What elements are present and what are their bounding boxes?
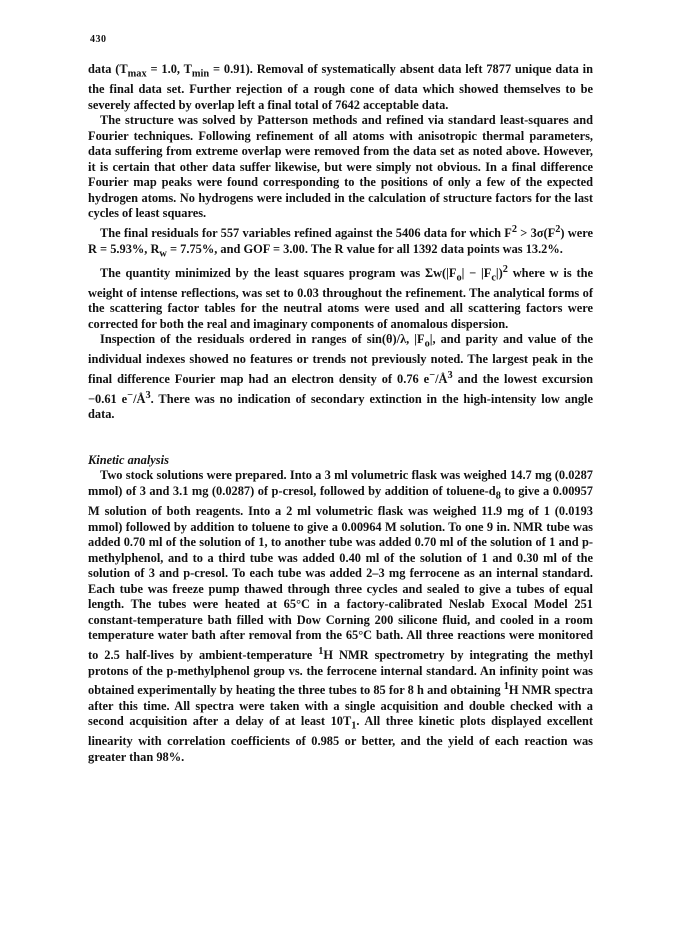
- body-text: [88, 62, 593, 765]
- paragraph: Inspection of the residuals ordered in ranges of sin(θ)/λ, $|F_o|$, and parity and value of the individual indexes showed no features or trends not previously noted. The largest peak in the final difference Fourier map had an electron density of 0.76 $e^-/Å^3$ and the lowest excursion −0.61 $e^-/Å^3$. There was no indication of secondary extinction in the high-intensity low angle data.: [88, 332, 594, 422]
- paragraph: Two stock solutions were prepared. Into a 3 ml volumetric flask was weighed 14.7 mg (0.0287 mmol) of 3 and 3.1 mg (0.0287) of p-cresol, followed by addition of toluene-$d_8$ to give a 0.00957 M solution of both reagents. Into a 2 ml volumetric flask was weighed 11.9 mg of 1 (0.0193 mmol) followed by addition to toluene to give a 0.00964 M solution. To one 9 in. NMR tube was added 0.70 ml of the solution of 1, to another tube was added 0.70 ml of the solution of 1 and p-methylphenol, and to a third tube was added 0.40 ml of the solution of 1 and 0.30 ml of the solution of 3 and p-cresol. To each tube was added 2–3 mg ferrocene as an internal standard. Each tube was freeze pump thawed through three cycles and sealed to give a tubes of equal length. The tubes were heated at 65°C in a factory-calibrated Neslab Exocal Model 251 constant-temperature bath filled with Dow Corning 200 silicone fluid, and cooled in a room temperature water bath after removal from the 65°C bath. All three reactions were monitored to 2.5 half-lives by ambient-temperature $^1$H NMR spectrometry by integrating the methyl protons of the p-methylphenol group vs. the ferrocene internal standard. An infinity point was obtained experimentally by heating the three tubes to 85 for 8 h and obtaining $^1$H NMR spectra after this time. All spectra were taken with a single acquisition and double checked with a second acquisition after a delay of at least $10T_1$. All three kinetic plots displayed excellent linearity with correlation coefficients of 0.985 or better, and the yield of each reaction was greater than 98%.: [88, 468, 593, 764]
- paragraph: The final residuals for 557 variables refined against the 5406 data for which $F^2 > 3\sigma(F^2)$ were R = 5.93%, $R_w = 7.75\%$, and GOF = 3.00. The R value for all 1392 data points was 13.2%.: [88, 223, 593, 260]
- section-heading: Kinetic analysis: [88, 452, 169, 467]
- paragraph: The structure was solved by Patterson methods and refined via standard least-squares and Fourier techniques. Following refinement of all atoms with anisotropic thermal parameters, data suffering from extreme overlap were removed from the data set as noted above. However, it is certain that other data suffer likewise, but were simply not obvious. In a final difference Fourier map peaks were found corresponding to the positions of only a few of the expected hydrogen atoms. No hydrogens were included in the calculation of structure factors for the last cycles of least squares.: [88, 113, 593, 221]
- paragraph: data ($T_{max} = 1.0$, $T_{min} = 0.91$). Removal of systematically absent data left 7877 unique data in the final data set. Further rejection of a rough cone of data which showed themselves to be severely affected by overlap left a final total of 7642 acceptable data.: [88, 62, 593, 112]
- paragraph: The quantity minimized by the least squares program was $\Sigma w(|F_o| - |F_c|)^2$ where w is the weight of intense reflections, was set to 0.03 throughout the refinement. The analytical forms of the scattering factor tables for the neutral atoms were used and all scattering factors were corrected for both the real and imaginary components of anomalous dispersion.: [88, 263, 593, 331]
- page-number: 430: [90, 34, 107, 45]
